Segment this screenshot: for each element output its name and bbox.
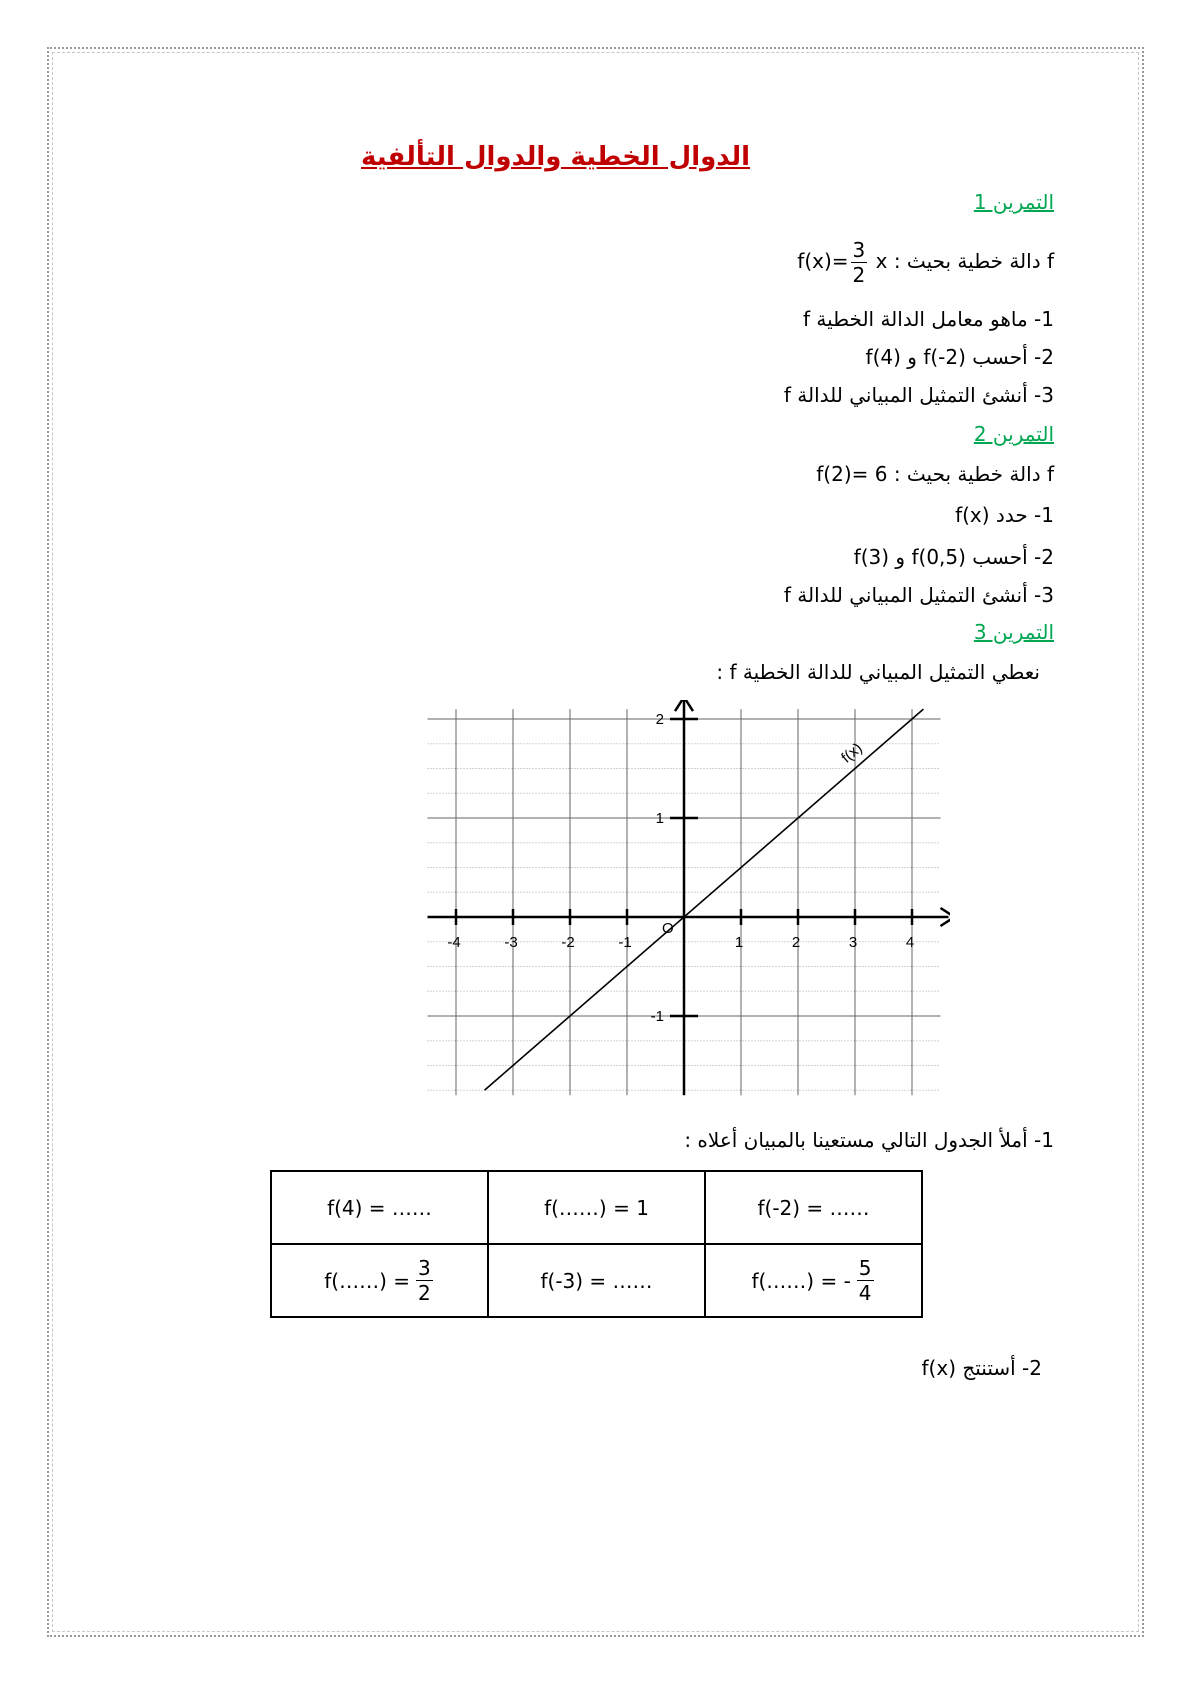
function-line <box>485 709 924 1090</box>
x-tick-label: 2 <box>791 934 801 951</box>
exercise3-intro: نعطي التمثيل المبياني للدالة الخطية f : <box>716 660 1040 684</box>
fraction-denominator: 2 <box>852 263 866 287</box>
exercise3-question2: 2- أستنتج (f(x <box>921 1356 1042 1380</box>
exercise3-question1: 1- أملأ الجدول التالي مستعينا بالمبيان أعلاه : <box>684 1128 1054 1152</box>
exercise1-heading: التمرين 1 <box>973 190 1054 214</box>
x-tick-label: 3 <box>848 934 858 951</box>
exercise1-definition-text: f دالة خطية بحيث : <box>893 249 1054 273</box>
formula-suffix: x <box>875 249 888 273</box>
x-tick-label: -1 <box>618 934 632 951</box>
table-cell <box>488 1244 705 1317</box>
table-cell <box>705 1244 922 1317</box>
origin-label: O <box>662 920 674 937</box>
x-tick-label: -4 <box>447 934 461 951</box>
values-table <box>270 1170 923 1318</box>
y-tick-label: 1 <box>655 810 664 827</box>
linear-function-graph <box>420 700 950 1110</box>
x-tick-label: 4 <box>905 934 915 951</box>
x-tick-label: -2 <box>561 934 575 951</box>
cell-text: f(……) = <box>324 1268 411 1293</box>
y-tick-label: 2 <box>655 711 664 728</box>
exercise2-heading: التمرين 2 <box>973 422 1054 446</box>
formula-prefix: f(x)= <box>797 249 849 273</box>
table-row <box>271 1244 922 1317</box>
cell-text: f(4) = …… <box>327 1195 432 1220</box>
table-cell <box>271 1171 488 1244</box>
cell-text: f(-3) = …… <box>540 1268 653 1293</box>
table-cell <box>271 1244 488 1317</box>
exercise1-question2: 2- أحسب (2-)f و (4)f <box>865 345 1054 369</box>
exercise2-question3: 3- أنشئ التمثيل المبياني للدالة f <box>783 583 1054 607</box>
fraction-numerator: 5 <box>858 1256 872 1280</box>
fraction <box>857 1258 874 1303</box>
curve-label: f(x) <box>838 739 866 767</box>
x-tick-label: -3 <box>504 934 518 951</box>
fraction-denominator: 4 <box>858 1281 872 1305</box>
table-cell <box>488 1171 705 1244</box>
fraction <box>851 240 868 285</box>
exercise2-question1: 1- حدد (f(x <box>955 503 1054 527</box>
exercise1-question1: 1- ماهو معامل الدالة الخطية f <box>802 307 1054 331</box>
fraction-numerator: 3 <box>418 1256 431 1280</box>
fraction-numerator: 3 <box>852 238 866 262</box>
table-cell <box>705 1171 922 1244</box>
page-title: الدوال الخطية والدوال التألفية <box>361 142 750 172</box>
exercise1-question3: 3- أنشئ التمثيل المبياني للدالة f <box>783 383 1054 407</box>
y-tick-label: -1 <box>650 1008 664 1025</box>
exercise1-definition <box>797 240 1054 285</box>
fraction-denominator: 2 <box>418 1281 431 1305</box>
exercise1-formula <box>797 240 887 285</box>
table-row <box>271 1171 922 1244</box>
x-tick-label: 1 <box>734 934 744 951</box>
cell-text: f(……) = 1 <box>544 1195 649 1220</box>
cell-text: f(……) = - <box>751 1268 851 1293</box>
exercise2-question2: 2- أحسب (0,5)f و (3)f <box>853 545 1054 569</box>
fraction <box>416 1258 433 1303</box>
cell-text: f(-2) = …… <box>757 1195 870 1220</box>
exercise2-definition: f دالة خطية بحيث : 6 =(2)f <box>816 462 1054 486</box>
exercise3-heading: التمرين 3 <box>973 620 1054 644</box>
